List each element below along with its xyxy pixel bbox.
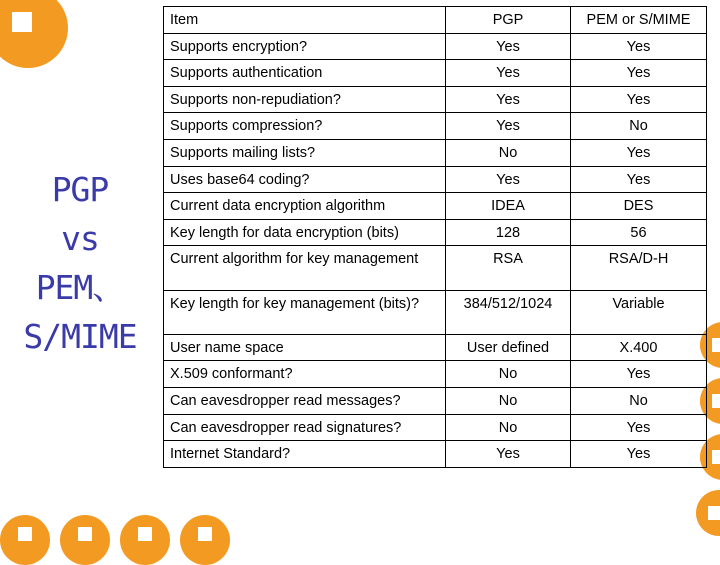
bottom-dot-icon	[0, 515, 50, 565]
cell-item: Can eavesdropper read messages?	[170, 393, 401, 410]
cell-item: Current data encryption algorithm	[170, 198, 386, 215]
bottom-dot-icon	[60, 515, 110, 565]
header-pem-smime: PEM or S/MIME	[571, 7, 707, 34]
cell-item: Key length for data encryption (bits)	[170, 224, 399, 241]
title-line: PEM、	[35, 268, 125, 307]
slide-title	[0, 165, 160, 361]
table-row	[164, 33, 707, 60]
cell-pgp: User defined	[466, 339, 550, 356]
table-row	[164, 166, 707, 193]
cell-pem: Yes	[626, 419, 651, 436]
cell-pem: X.400	[619, 339, 658, 356]
cell-item: Current algorithm for key management	[170, 251, 419, 268]
table-row	[164, 219, 707, 246]
cell-pgp: 128	[495, 224, 521, 241]
table-row	[164, 193, 707, 220]
cell-item: Supports encryption?	[170, 38, 308, 55]
cell-item: Key length for key management (bits)?	[170, 295, 420, 312]
cell-pem: No	[629, 393, 648, 410]
cell-pgp: Yes	[496, 446, 520, 463]
cell-pem: RSA/D-H	[608, 251, 669, 268]
cell-pgp: No	[498, 145, 518, 162]
cell-item: Uses base64 coding?	[170, 171, 310, 188]
cell-item: Supports compression?	[170, 118, 323, 135]
table-row	[164, 290, 707, 334]
cell-pgp: No	[498, 366, 518, 383]
table-row	[164, 86, 707, 113]
table-header-row	[164, 7, 707, 34]
title-line: PGP	[51, 170, 109, 209]
table-row	[164, 246, 707, 290]
table-row	[164, 140, 707, 167]
cell-pem: Yes	[626, 91, 651, 108]
cell-pgp: Yes	[496, 118, 520, 135]
table-row	[164, 361, 707, 388]
cell-item: User name space	[170, 339, 284, 356]
cell-pgp: 384/512/1024	[463, 295, 553, 312]
table-row	[164, 60, 707, 87]
cell-pem: 56	[630, 224, 647, 241]
cell-pgp: Yes	[496, 38, 520, 55]
cell-pem: Yes	[626, 65, 651, 82]
bottom-dot-icon	[180, 515, 230, 565]
cell-pem: Yes	[626, 366, 651, 383]
cell-item: Internet Standard?	[170, 446, 291, 463]
table-row	[164, 441, 707, 468]
right-dot-icon	[696, 490, 720, 536]
cell-pem: Yes	[626, 171, 651, 188]
cell-pem: Yes	[626, 446, 651, 463]
cell-pgp: Yes	[496, 65, 520, 82]
cell-pgp: RSA	[493, 251, 523, 268]
cell-pgp: Yes	[496, 91, 520, 108]
cell-item: Supports mailing lists?	[170, 145, 316, 162]
cell-pem: No	[629, 118, 648, 135]
header-item: Item	[164, 7, 446, 34]
cell-item: Supports non-repudiation?	[170, 91, 341, 108]
cell-item: Supports authentication	[170, 65, 323, 82]
corner-bullet-icon	[0, 0, 68, 68]
table-row	[164, 414, 707, 441]
cell-pem: DES	[623, 198, 654, 215]
bottom-dot-icon	[120, 515, 170, 565]
cell-pgp: Yes	[496, 171, 520, 188]
cell-pgp: No	[498, 393, 518, 410]
table-row	[164, 113, 707, 140]
cell-item: Can eavesdropper read signatures?	[170, 419, 402, 436]
cell-pgp: No	[498, 419, 518, 436]
cell-item: X.509 conformant?	[170, 366, 293, 383]
cell-pgp: IDEA	[491, 198, 525, 215]
title-line: vs	[61, 219, 99, 258]
title-line: S/MIME	[23, 317, 137, 356]
cell-pem: Yes	[626, 145, 651, 162]
cell-pem: Variable	[612, 295, 665, 312]
table-row	[164, 334, 707, 361]
comparison-table	[163, 6, 707, 468]
cell-pem: Yes	[626, 38, 651, 55]
header-pgp: PGP	[446, 7, 571, 34]
table-row	[164, 388, 707, 415]
